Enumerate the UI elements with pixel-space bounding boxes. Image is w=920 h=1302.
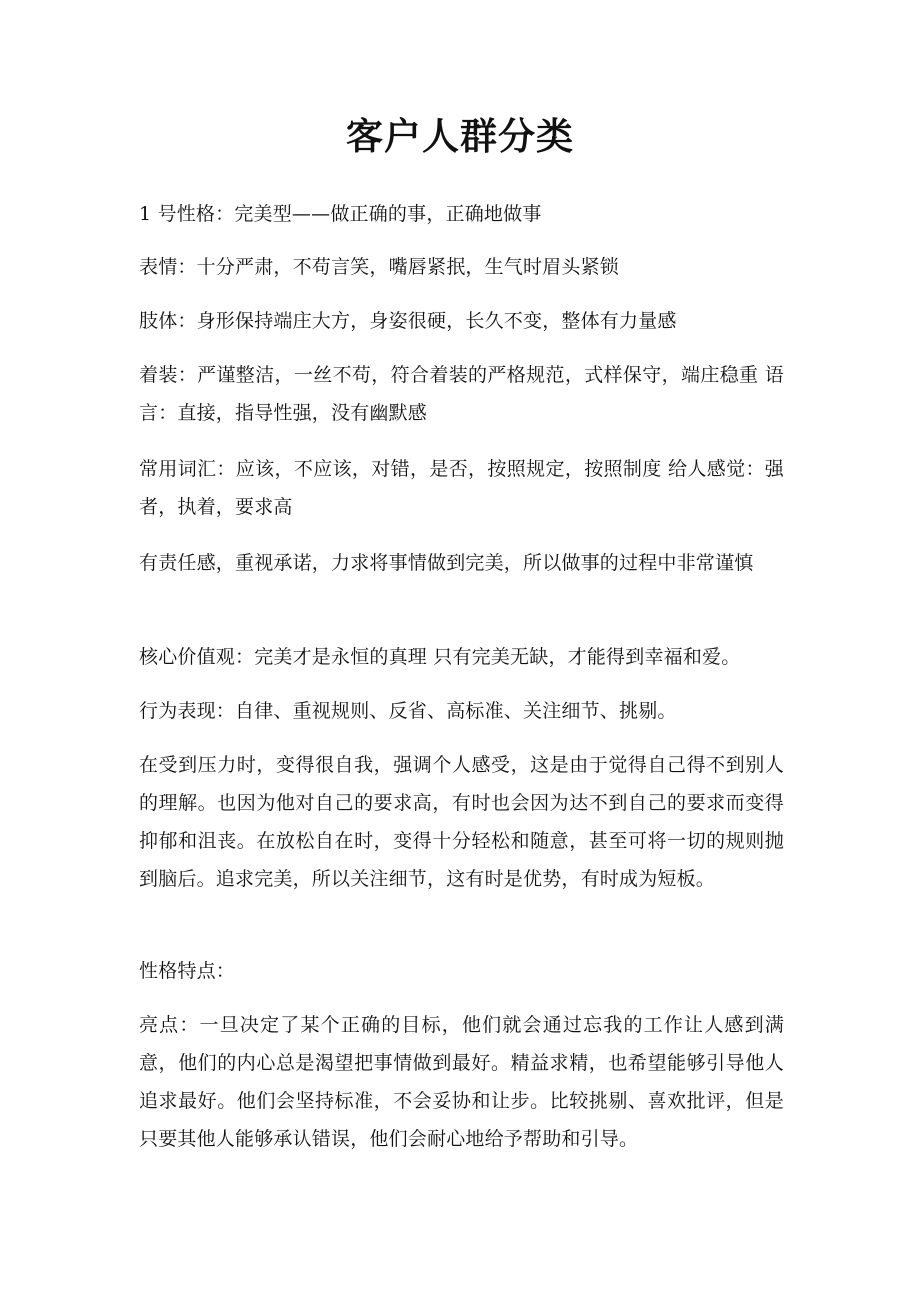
paragraph-expression: 表情：十分严肃，不苟言笑，嘴唇紧抿，生气时眉头紧锁 [139,256,620,278]
paragraph-behavior: 行为表现：自律、重视规则、反省、高标准、关注细节、挑剔。 [139,700,677,722]
paragraph-common-words: 常用词汇：应该，不应该，对错，是否，按照规定，按照制度 给人感觉：强者，执着，要求高 [139,458,784,518]
paragraph-responsibility: 有责任感，重视承诺，力求将事情做到完美，所以做事的过程中非常谨慎 [139,552,754,574]
document-title: 客户人群分类 [346,114,574,158]
paragraph-highlights: 亮点：一旦决定了某个正确的目标，他们就会通过忘我的工作让人感到满意，他们的内心总是渴望把事情做到最好。精益求精，也希望能够引导他人追求最好。他们会坚持标准，不会妥协和让步。比较挑剔、喜欢批评，但是只要其他人能够承认错误，他们会耐心地给予帮助和引导。 [139,1014,784,1150]
paragraph-core-values: 核心价值观：完美才是永恒的真理 只有完美无缺，才能得到幸福和爱。 [139,646,741,668]
paragraph-dress-language: 着装：严谨整洁，一丝不苟，符合着装的严格规范，式样保守，端庄稳重 语言：直接，指导性强，没有幽默感 [139,364,784,424]
paragraph-type-heading: 1 号性格：完美型——做正确的事，正确地做事 [139,203,542,225]
paragraph-under-pressure: 在受到压力时，变得很自我，强调个人感受，这是由于觉得自己得不到别人的理解。也因为他对自己的要求高，有时也会因为达不到自己的要求而变得抑郁和沮丧。在放松自在时，变得十分轻松和随意，甚至可将一切的规则抛到脑后。追求完美，所以关注细节，这有时是优势，有时成为短板。 [139,754,784,890]
paragraph-traits-heading: 性格特点： [139,960,236,982]
paragraph-body-language: 肢体：身形保持端庄大方，身姿很硬，长久不变，整体有力量感 [139,310,677,332]
